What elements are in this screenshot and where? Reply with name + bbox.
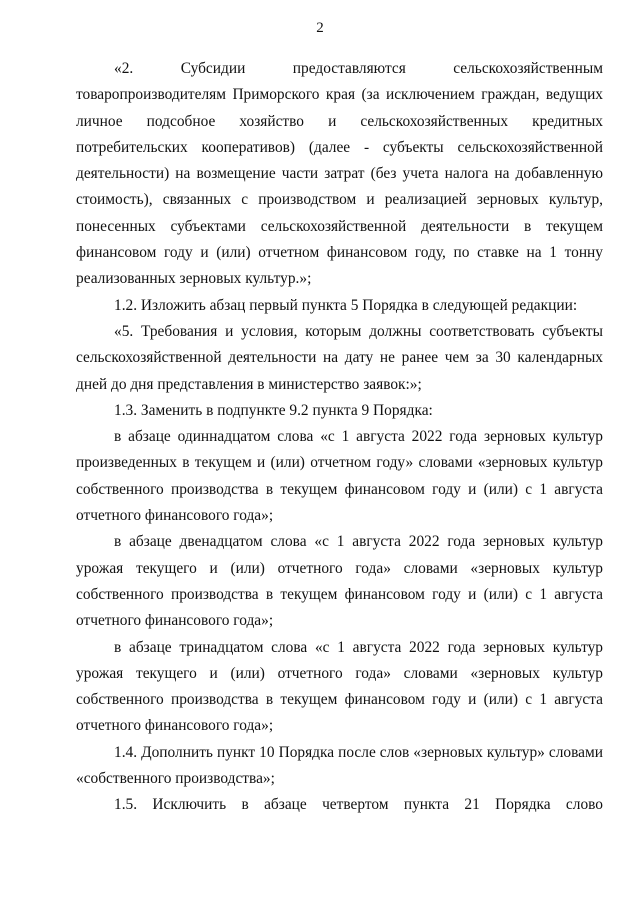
paragraph-thirteenth-subclause: в абзаце тринадцатом слова «с 1 августа 2022 года зерновых культур урожая текущего и (или) отчетного года» словами «зерновых культур собственного производства в текущем финансовом году и (или) с 1 августа отчетного финансового года»; — [76, 638, 603, 735]
document-body — [76, 56, 603, 819]
paragraph-twelfth-subclause: в абзаце двенадцатом слова «с 1 августа 2022 года зерновых культур урожая текущего и (или) отчетного года» словами «зерновых культур собственного производства в текущем финансовом году и (или) с 1 августа отчетного финансового года»; — [76, 533, 603, 630]
paragraph-subsidy-clause-2: «2. Субсидии предоставляются сельскохозяйственным товаропроизводителям Приморского края (за исключением граждан, ведущих личное подсобное хозяйство и сельскохозяйственных кредитных потребительских кооперативов) (далее - субъекты сельскохозяйственной деятельности) на возмещение части затрат (без учета налога на добавленную стоимость), связанных с производством и реализацией зерновых культур, понесенных субъектами сельскохозяйственной деятельности в текущем финансовом году и (или) отчетном финансовом году, по ставке на 1 тонну реализованных зерновых культур.»; — [76, 60, 603, 288]
page-number: 2 — [316, 20, 324, 36]
paragraph-amend-1-5: 1.5. Исключить в абзаце четвертом пункта 21 Порядка слово — [114, 796, 603, 814]
paragraph-amend-1-3: 1.3. Заменить в подпункте 9.2 пункта 9 Порядка: — [114, 401, 433, 419]
paragraph-amend-1-2: 1.2. Изложить абзац первый пункта 5 Порядка в следующей редакции: — [114, 296, 578, 314]
paragraph-eleventh-subclause: в абзаце одиннадцатом слова «с 1 августа 2022 года зерновых культур произведенных в текущем и (или) отчетном году» словами «зерновых культур собственного производства в текущем финансовом году и (или) с 1 августа отчетного финансового года»; — [76, 428, 603, 525]
paragraph-clause-5-requirements: «5. Требования и условия, которым должны соответствовать субъекты сельскохозяйственной деятельности на дату не ранее чем за 30 календарных дней до дня представления в министерство заявок:»; — [76, 322, 603, 393]
paragraph-amend-1-4: 1.4. Дополнить пункт 10 Порядка после слов «зерновых культур» словами «собственного производства»; — [76, 743, 603, 788]
